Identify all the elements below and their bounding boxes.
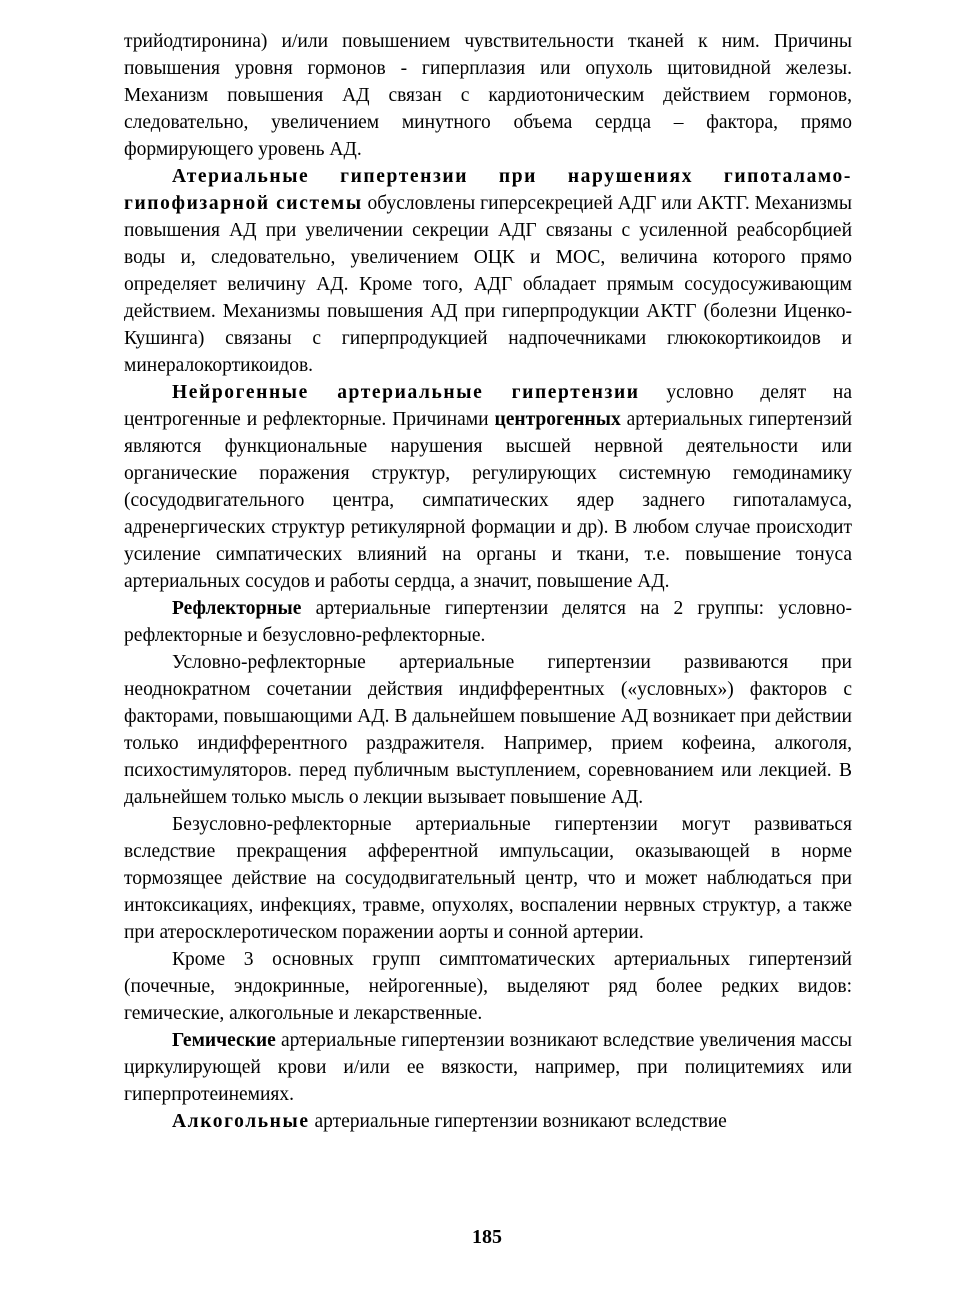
paragraph-thyroid-continuation xyxy=(124,28,852,163)
rare-types-text: Кроме 3 основных групп симптоматических артериальных гипертензий (почечные, эндокринные, нейрогенные), выделяют ряд более редких видов: гемические, алкогольные и лекарственные. xyxy=(124,949,852,1024)
conditioned-reflex-text: Условно-рефлекторные артериальные гипертензии развиваются при неоднократном сочетании действия индифферентных («условных») факторов с факторами, повышающими АД. В дальнейшем повышение АД возникает при действии только индифферентного раздражителя. Например, прием кофеина, алкоголя, психостимуляторов. перед публичным выступлением, соревнованием или лекцией. В дальнейшем только мысль о лекции вызывает повышение АД. xyxy=(124,652,852,808)
term-centrogenic: центрогенных xyxy=(494,409,621,430)
unconditioned-reflex-text: Безусловно-рефлекторные артериальные гипертензии могут развиваться вследствие прекращения афферентной импульсации, оказывающей в норме тормозящее действие на сосудодвигательный центр, что и может наблюдаться при интоксикациях, инфекциях, травме, опухолях, воспалении нервных структур, а также при атеросклеротическом поражении аорты и сонной артерии. xyxy=(124,814,852,943)
term-alcoholic: Алкогольные xyxy=(172,1111,310,1132)
paragraph-alcoholic xyxy=(124,1108,852,1135)
alcoholic-text: артериальные гипертензии возникают вследствие xyxy=(309,1111,727,1132)
paragraph-hypothalamic xyxy=(124,163,852,379)
paragraph-conditioned-reflex xyxy=(124,649,852,811)
term-reflex: Рефлекторные xyxy=(172,598,302,619)
heading-neurogenic-hypertension: Нейрогенные артериальные гипертензии xyxy=(172,382,640,403)
page-number: 185 xyxy=(472,1226,502,1248)
hemic-text: артериальные гипертензии возникают вследствие увеличения массы циркулирующей крови и/или ее вязкости, например, при полицитемиях или гиперпротеинемиях. xyxy=(124,1030,852,1105)
paragraph-neurogenic xyxy=(124,379,852,595)
paragraph-rare-types xyxy=(124,946,852,1027)
thyroid-text: трийодтиронина) и/или повышением чувствительности тканей к ним. Причины повышения уровня гормонов - гиперплазия или опухоль щитовидной железы. Механизм повышения АД связан с кардиотоническим действием гормонов, следовательно, увеличением минутного объема сердца – фактора, прямо формирующего уровень АД. xyxy=(124,31,852,160)
reflex-text: артериальные гипертензии делятся на 2 группы: условно-рефлекторные и безусловно-рефлекторные. xyxy=(124,598,852,646)
hypothalamic-text: обусловлены гиперсекрецией АДГ или АКТГ. Механизмы повышения АД при увеличении секреции АДГ связаны с усиленной реабсорбцией воды и, следовательно, увеличением ОЦК и МОС, величина которого прямо определяет величину АД. Кроме того, АДГ обладает прямым сосудосуживающим действием. Механизмы повышения АД при гиперпродукции АКТГ (болезни Иценко-Кушинга) связаны с гиперпродукцией надпочечниками глюкокортикоидов и минералокортикоидов. xyxy=(124,193,852,376)
paragraph-reflex xyxy=(124,595,852,649)
heading-hypothalamic-hypertension: Атериальные гипертензии при нарушениях гипоталамо-гипофизарной системы xyxy=(124,166,852,214)
paragraph-unconditioned-reflex xyxy=(124,811,852,946)
paragraph-hemic xyxy=(124,1027,852,1108)
term-hemic: Гемические xyxy=(172,1030,276,1051)
body-text xyxy=(124,28,852,1135)
neurogenic-text-1: условно делят на центрогенные и рефлекторные. Причинами xyxy=(124,382,852,430)
neurogenic-text-2: артериальных гипертензий являются функциональные нарушения высшей нервной деятельности или органические поражения структур, регулирующих системную гемодинамику (сосудодвигательного центра, симпатических ядер заднего гипоталамуса, адренергических структур ретикулярной формации и др). В любом случае происходит усиление симпатических влияний на органы и ткани, т.е. повышение тонуса артериальных сосудов и работы сердца, а значит, повышение АД. xyxy=(124,409,852,592)
